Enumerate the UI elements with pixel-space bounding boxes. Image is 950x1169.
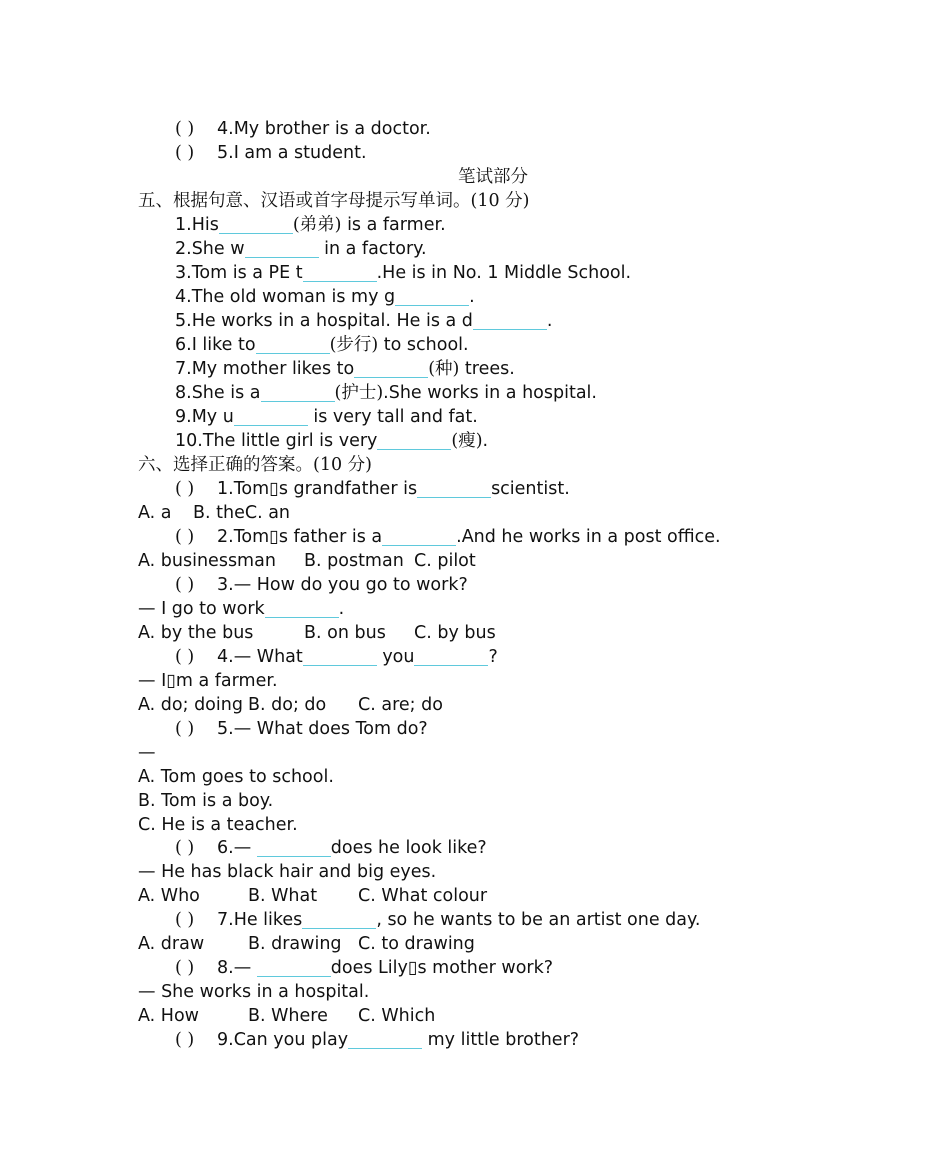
item-text: is a farmer. xyxy=(341,215,446,235)
option-a[interactable]: A. draw xyxy=(138,934,205,954)
item-text: 7.My mother likes to xyxy=(175,359,355,379)
question-text: 4.— What xyxy=(217,647,303,667)
answer-blank[interactable] xyxy=(303,647,377,666)
item-text: 8.She is a xyxy=(175,383,261,403)
answer-blank[interactable] xyxy=(382,527,456,546)
item-text: in a factory. xyxy=(318,239,427,259)
question-text: 9.Can you play xyxy=(217,1030,349,1050)
option-b[interactable]: B. on bus xyxy=(304,623,386,643)
missing-glyph: ▯ xyxy=(166,671,176,691)
question-text: 2.Tom xyxy=(217,527,270,547)
s6-question-8 xyxy=(175,956,553,980)
answer-blank[interactable] xyxy=(257,838,331,857)
question-text: does Lily xyxy=(330,958,408,978)
chinese-hint: (步行) xyxy=(329,335,379,355)
answer-blank[interactable] xyxy=(303,263,377,282)
option-a[interactable]: A. businessman xyxy=(138,551,276,571)
item-text: 4.The old woman is my g xyxy=(175,287,396,307)
answer-paren[interactable]: ( ) xyxy=(175,575,195,595)
answer-blank[interactable] xyxy=(395,287,469,306)
option-a[interactable]: A. do; doing xyxy=(138,695,243,715)
s5-item-3 xyxy=(175,261,631,285)
chinese-hint: (护士) xyxy=(334,383,384,403)
item-text: . xyxy=(482,431,489,451)
question-text: 6.— xyxy=(217,838,257,858)
s6-q4-options xyxy=(138,693,443,717)
option-b[interactable]: B. What xyxy=(248,886,318,906)
s5-item-8 xyxy=(175,381,597,405)
option-b[interactable]: B. do; do xyxy=(248,695,327,715)
s6-q1-options xyxy=(138,501,290,525)
item-text: to school. xyxy=(378,335,469,355)
answer-blank[interactable] xyxy=(219,215,293,234)
question-text: does he look like? xyxy=(330,838,487,858)
answer-blank[interactable] xyxy=(473,311,547,330)
question-text: ? xyxy=(488,647,498,667)
answer-paren[interactable]: ( ) xyxy=(175,527,195,547)
option-a[interactable]: A. a xyxy=(138,503,172,523)
s6-q3-answer xyxy=(138,597,344,621)
item-text: 10.The little girl is very xyxy=(175,431,378,451)
s6-q5-option-c[interactable]: C. He is a teacher. xyxy=(138,815,298,835)
missing-glyph: ▯ xyxy=(269,479,279,499)
written-part-title-text: 笔试部分 xyxy=(458,167,528,187)
chinese-hint: (瘦) xyxy=(451,431,483,451)
s6-q5-option-b[interactable]: B. Tom is a boy. xyxy=(138,791,274,811)
answer-blank[interactable] xyxy=(417,479,491,498)
question-text: , so he wants to be an artist one day. xyxy=(376,910,701,930)
item-text: . xyxy=(469,287,475,307)
s6-question-3 xyxy=(175,573,468,597)
s6-question-1 xyxy=(175,477,570,501)
answer-paren[interactable]: ( ) xyxy=(175,958,195,978)
answer-text: — I xyxy=(138,671,167,691)
item-text: . xyxy=(546,311,553,331)
answer-paren[interactable]: ( ) xyxy=(175,647,195,667)
s5-item-10 xyxy=(175,429,488,453)
s6-q7-options xyxy=(138,932,475,956)
answer-blank[interactable] xyxy=(257,958,331,977)
item-text: .He is in No. 1 Middle School. xyxy=(376,263,632,283)
s6-q5-option-a[interactable]: A. Tom goes to school. xyxy=(138,767,334,787)
question-text: you xyxy=(376,647,415,667)
answer-blank[interactable] xyxy=(261,383,335,402)
s5-item-1 xyxy=(175,213,446,237)
item-text: 5.I am a student. xyxy=(217,143,367,163)
item-text: 4.My brother is a doctor. xyxy=(217,119,431,139)
written-part-title xyxy=(0,165,950,189)
question-text: 5.— What does Tom do? xyxy=(217,719,428,739)
option-c[interactable]: C. Which xyxy=(358,1006,436,1026)
s6-q6-options xyxy=(138,884,487,908)
s5-item-5 xyxy=(175,309,552,333)
s6-q8-answer: — She works in a hospital. xyxy=(138,982,370,1002)
option-b[interactable]: B. postman xyxy=(304,551,404,571)
answer-paren[interactable]: ( ) xyxy=(175,910,195,930)
question-text: 3.— How do you go to work? xyxy=(217,575,468,595)
s6-question-9 xyxy=(175,1028,579,1052)
option-c[interactable]: C. pilot xyxy=(414,551,476,571)
item-text: 2.She w xyxy=(175,239,245,259)
answer-blank[interactable] xyxy=(302,910,376,929)
answer-blank[interactable] xyxy=(234,407,308,426)
s6-question-6 xyxy=(175,836,487,860)
s6-q8-options xyxy=(138,1004,435,1028)
section5-heading: 五、根据句意、汉语或首字母提示写单词。(10 分) xyxy=(138,191,530,211)
question-text: scientist. xyxy=(491,479,570,499)
answer-text: m a farmer. xyxy=(175,671,278,691)
s6-q6-answer: — He has black hair and big eyes. xyxy=(138,862,437,882)
s5-item-7 xyxy=(175,357,515,381)
option-a[interactable]: A. by the bus xyxy=(138,623,254,643)
s5-item-9 xyxy=(175,405,478,429)
s5-item-4 xyxy=(175,285,475,309)
item-text: .She works in a hospital. xyxy=(383,383,597,403)
item-text: 5.He works in a hospital. He is a d xyxy=(175,311,473,331)
answer-paren[interactable]: ( ) xyxy=(175,479,195,499)
chinese-hint: (种) xyxy=(428,359,460,379)
answer-text: . xyxy=(338,599,345,619)
option-b[interactable]: B. drawing xyxy=(248,934,342,954)
question-text: my little brother? xyxy=(422,1030,580,1050)
missing-glyph: ▯ xyxy=(407,958,418,978)
answer-blank[interactable] xyxy=(265,599,339,618)
section6-heading: 六、选择正确的答案。(10 分) xyxy=(138,455,372,475)
answer-paren[interactable]: ( ) xyxy=(175,719,195,739)
option-b[interactable]: B. Where xyxy=(248,1006,328,1026)
option-b[interactable]: B. the xyxy=(193,503,245,523)
s6-q3-options xyxy=(138,621,496,645)
item-text: 1.His xyxy=(175,215,219,235)
answer-paren: ( ) xyxy=(175,143,195,163)
answer-blank[interactable] xyxy=(256,335,330,354)
s6-question-4 xyxy=(175,645,498,669)
question-text: 1.Tom xyxy=(217,479,270,499)
item-text: 9.My u xyxy=(175,407,234,427)
option-a[interactable]: A. How xyxy=(138,1006,199,1026)
answer-blank[interactable] xyxy=(377,431,451,450)
listening-item-4 xyxy=(175,117,431,141)
question-text: 7.He likes xyxy=(217,910,303,930)
answer-blank[interactable] xyxy=(354,359,428,378)
s6-question-7 xyxy=(175,908,700,932)
item-text: 6.I like to xyxy=(175,335,256,355)
option-c[interactable]: C. are; do xyxy=(358,695,443,715)
option-a[interactable]: A. Who xyxy=(138,886,200,906)
answer-blank[interactable] xyxy=(348,1030,422,1049)
question-text: s mother work? xyxy=(417,958,554,978)
s6-q5-answer: — xyxy=(138,743,156,763)
answer-paren: ( ) xyxy=(175,119,195,139)
item-text: 3.Tom is a PE t xyxy=(175,263,303,283)
question-text: s grandfather is xyxy=(278,479,418,499)
chinese-hint: (弟弟) xyxy=(292,215,342,235)
question-text: .And he works in a post office. xyxy=(456,527,721,547)
option-c[interactable]: C. What colour xyxy=(358,886,488,906)
s6-question-2 xyxy=(175,525,721,549)
question-text: 8.— xyxy=(217,958,257,978)
s5-item-2 xyxy=(175,237,427,261)
listening-item-5 xyxy=(175,141,367,165)
question-text: s father is a xyxy=(278,527,383,547)
s6-q2-options xyxy=(138,549,476,573)
answer-text: — I go to work xyxy=(138,599,265,619)
option-c[interactable]: C. an xyxy=(244,503,291,523)
option-c[interactable]: C. by bus xyxy=(414,623,496,643)
option-c[interactable]: C. to drawing xyxy=(358,934,475,954)
item-text: trees. xyxy=(459,359,515,379)
answer-blank[interactable] xyxy=(414,647,488,666)
s6-question-5 xyxy=(175,717,428,741)
s6-q4-answer xyxy=(138,669,278,693)
missing-glyph: ▯ xyxy=(269,527,279,547)
s5-item-6 xyxy=(175,333,469,357)
answer-paren[interactable]: ( ) xyxy=(175,838,195,858)
item-text: is very tall and fat. xyxy=(307,407,478,427)
answer-paren[interactable]: ( ) xyxy=(175,1030,195,1050)
answer-blank[interactable] xyxy=(245,239,319,258)
